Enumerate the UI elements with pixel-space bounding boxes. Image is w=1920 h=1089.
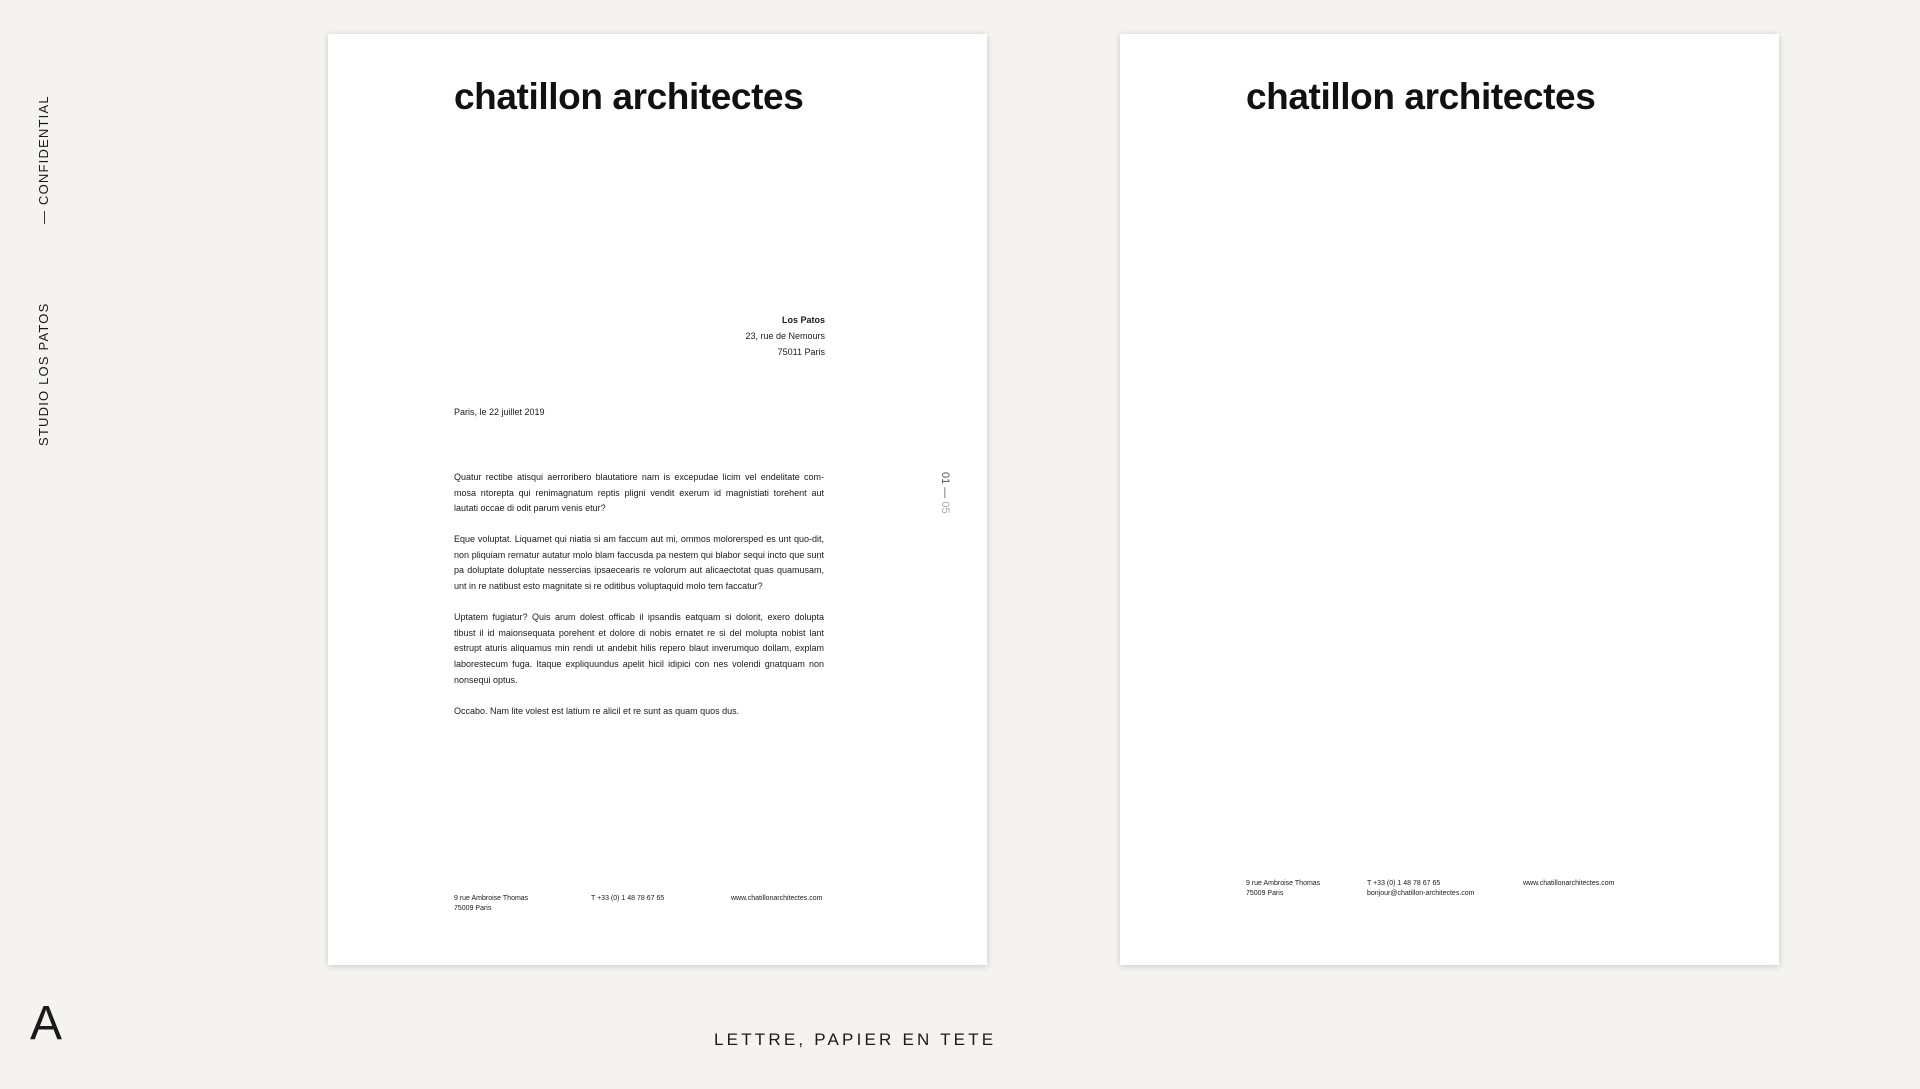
footer-website: www.chatillonarchitectes.com [1523,880,1615,887]
body-paragraph: Quatur rectibe atisqui aerroribero blautatiore nam is excepudae licim vel endelitate com-mosa ntorepta qui renimagnatum reptis pligni vendit exerum id magnistiati torehent aut lautati occae di odit parum venis etur? [454,472,824,514]
section-letter: A [30,997,63,1050]
slide-caption: LETTRE, PAPIER EN TETE [714,1030,997,1049]
body-paragraph: Eque voluptat. Liquamet qui niatia si am faccum aut mi, ommos molorersped es unt quo-dit, non pliquiam rernatur autatur molo blam faccusda pa nestem qui blabor sequi incto que sunt pa doluptate doluptate nessercias ipsaecearis re volorum aut alicaectotat quas quamusam, unt in re natibust esto magnitate si re oditibus voluptaquid molo tem faccatur? [454,534,824,592]
recipient-address [745,312,825,360]
footer-address [454,894,528,914]
letterhead-logo: chatillon architectes [1246,76,1596,117]
page-total: 05 [939,501,951,514]
footer-contact [1367,879,1475,899]
recipient-city: 75011 Paris [777,347,825,357]
letterhead-page [1120,34,1779,965]
footer-address [1246,879,1320,899]
footer-address-line2: 75009 Paris [1246,890,1284,897]
page-current: 01 [939,472,951,485]
confidential-label: — CONFIDENTIAL [36,95,51,224]
studio-label: STUDIO LOS PATOS [36,302,51,446]
letter-date: Paris, le 22 juillet 2019 [454,407,545,417]
footer-address-line1: 9 rue Ambroise Thomas [454,895,529,902]
body-paragraph: Uptatem fugiatur? Quis arum dolest officab il ipsandis eatquam si dolorit, exero dolupta tibust il id maionsequata porehent et dolore di nobis ernatet re si del molupta nobist lant estrupt aturis aliquamus min rendi ut andebit hilis repero blaut inverumquo dollam, explam laborestecum fuga. Itaque expliquundus apelit hicil idipici con nes volendi gnatquam non nonsequi optus. [454,612,824,685]
footer-phone: T +33 (0) 1 48 78 67 65 [591,895,665,902]
footer-phone: T +33 (0) 1 48 78 67 65 [1367,880,1441,887]
recipient-name: Los Patos [781,315,825,325]
page-number [939,472,951,514]
recipient-street: 23, rue de Nemours [745,331,825,341]
letter-logo: chatillon architectes [454,76,804,117]
footer-email: bonjour@chatillon-architectes.com [1367,890,1475,897]
letter-page [328,34,987,965]
letter-body [454,470,824,735]
footer-address-line1: 9 rue Ambroise Thomas [1246,880,1321,887]
footer-website: www.chatillonarchitectes.com [731,895,823,902]
page-separator: — [939,484,951,502]
body-paragraph: Occabo. Nam lite volest est latium re alicil et re sunt as quam quos dus. [454,705,740,716]
footer-address-line2: 75009 Paris [454,905,492,912]
